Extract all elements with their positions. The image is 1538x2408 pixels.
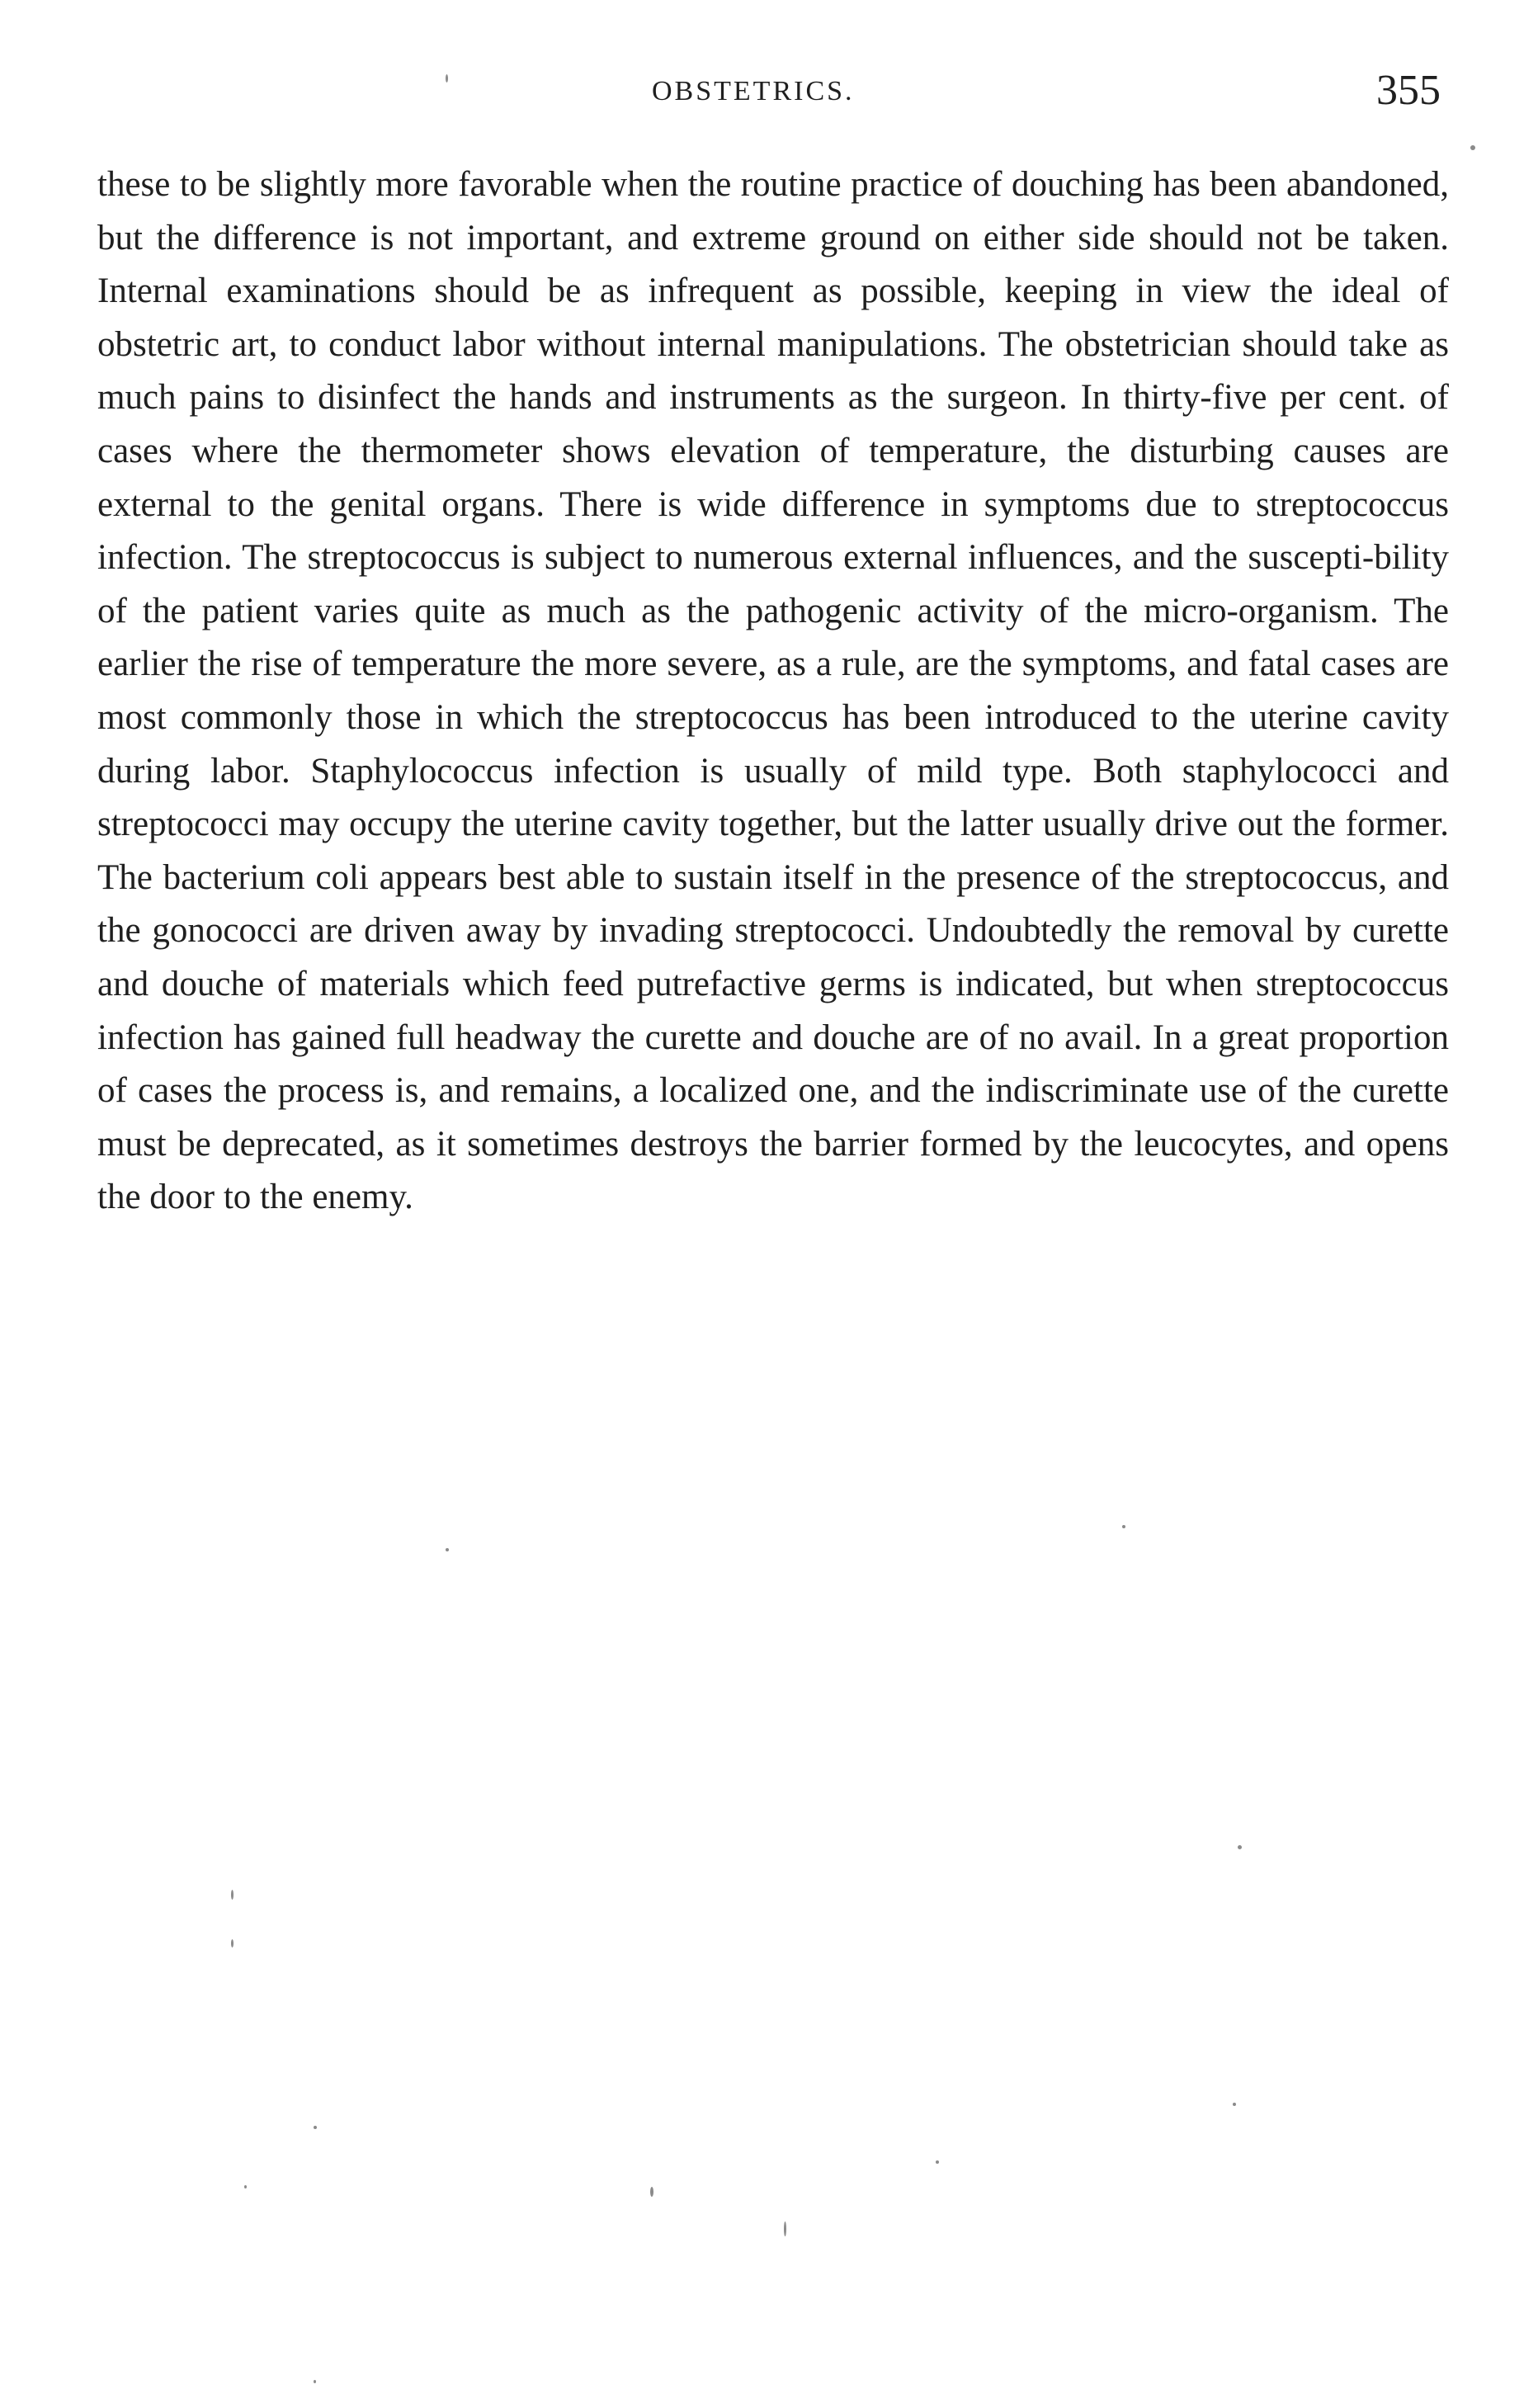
scan-speck	[314, 2126, 317, 2129]
scan-speck	[231, 1939, 234, 1948]
running-title: OBSTETRICS.	[652, 76, 855, 106]
scan-speck	[1233, 2103, 1236, 2106]
scan-speck	[784, 2221, 786, 2236]
scan-speck	[244, 2185, 247, 2188]
page-number: 355	[1376, 67, 1441, 114]
scan-speck	[936, 2160, 939, 2164]
scan-speck	[446, 74, 448, 83]
scan-speck	[446, 1548, 449, 1551]
scan-speck	[1122, 1525, 1125, 1528]
scan-speck	[650, 2187, 653, 2197]
scan-speck	[1238, 1845, 1242, 1849]
scan-speck	[314, 2380, 316, 2383]
scan-speck	[231, 1890, 234, 1900]
scan-speck	[1470, 145, 1475, 150]
body-paragraph: these to be slightly more favorable when the routine practice of douching has been abandoned, but the difference is not important, and extreme ground on either side should not be taken. Internal examinations should be as infrequent as possible, keeping in view the ideal of obstetric art, to conduct labor without internal manipulations. The obstetrician should take as much pains to disinfect the hands and instruments as the surgeon. In thirty-five per cent. of cases where the thermometer shows elevation of temperature, the disturbing causes are external to the genital organs. There is wide difference in symptoms due to streptococcus infection. The streptococcus is subject to numerous external influences, and the suscepti-bility of the patient varies quite as much as the pathogenic activity of the micro-organism. The earlier the rise of temperature the more severe, as a rule, are the symptoms, and fatal cases are most commonly those in which the streptococcus has been introduced to the uterine cavity during labor. Staphylococcus infection is usually of mild type. Both staphylococci and streptococci may occupy the uterine cavity together, but the latter usually drive out the former. The bacterium coli appears best able to sustain itself in the presence of the streptococcus, and the gonococci are driven away by invading streptococci. Undoubtedly the removal by curette and douche of materials which feed putrefactive germs is indicated, but when streptococcus infection has gained full headway the curette and douche are of no avail. In a great proportion of cases the process is, and remains, a localized one, and the indiscriminate use of the curette must be deprecated, as it sometimes destroys the barrier formed by the leucocytes, and opens the door to the enemy.	[97, 165, 1449, 1217]
running-head	[0, 63, 1538, 129]
